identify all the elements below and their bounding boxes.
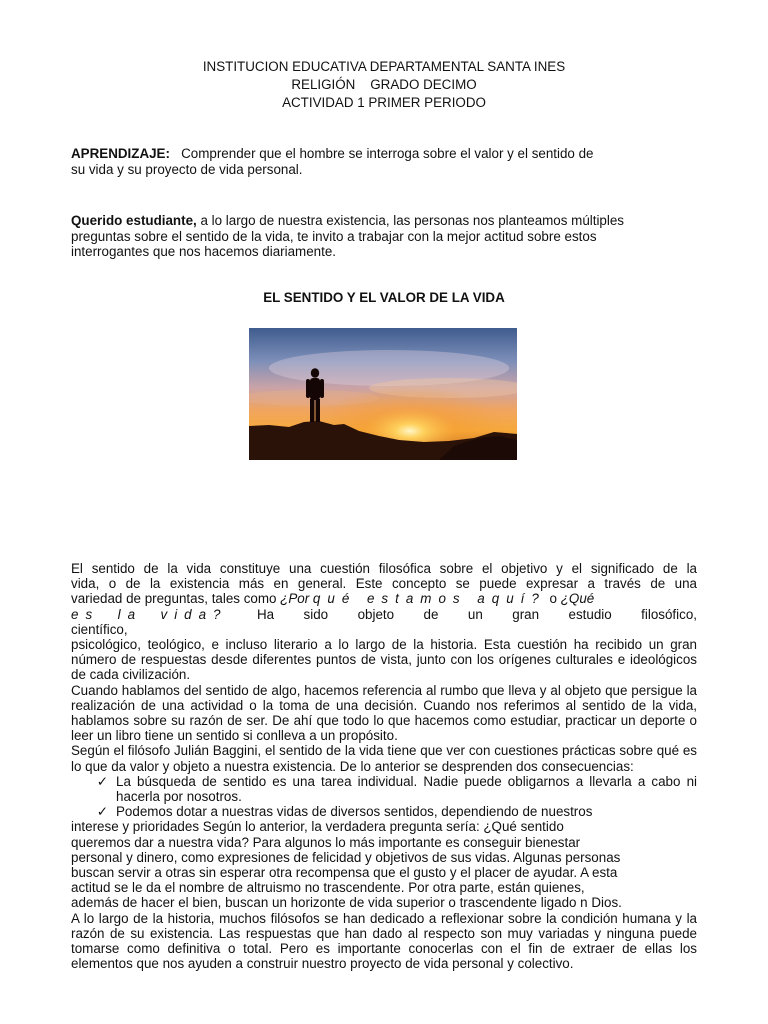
grade-label: GRADO DECIMO <box>370 77 477 92</box>
subject-grade <box>0 76 768 94</box>
p1-line4-text: Ha sido objeto de un gran estudio filosófico, científico, <box>71 606 697 637</box>
p3: Según el filósofo Julián Baggini, el sentido de la vida tiene que ver con cuestiones prácticas sobre qué es lo que da valor y objeto a nuestra existencia. De lo anterior se desprenden dos consecuencias: <box>71 743 697 774</box>
intro-text-1: a lo largo de nuestra existencia, las personas nos planteamos múltiples <box>196 213 625 228</box>
intro-greeting: Querido estudiante, <box>71 213 197 228</box>
learning-objective-text-1: Comprender que el hombre se interroga sobre el valor y el sentido de <box>181 146 594 161</box>
check-icon: ✓ <box>96 773 108 789</box>
institution-name: INSTITUCION EDUCATIVA DEPARTAMENTAL SANTA INES <box>202 59 566 74</box>
bullet-2: Podemos dotar a nuestras vidas de diversos sentidos, dependiendo de nuestros <box>116 804 593 820</box>
check-icon: ✓ <box>96 804 108 820</box>
learning-objective-label: APRENDIZAJE: <box>71 146 170 161</box>
p4-line6: además de hacer el bien, buscan un horizonte de vida superior o trascendente ligado n Dios. <box>71 895 622 911</box>
activity-title: ACTIVIDAD 1 PRIMER PERIODO <box>282 95 486 110</box>
intro-text-2: preguntas sobre el sentido de la vida, te invito a trabajar con la mejor actitud sobre estos <box>71 228 597 244</box>
p5: A lo largo de la historia, muchos filósofos se han dedicado a reflexionar sobre la condición humana y la razón de su existencia. Las respuestas que han dado al respecto son muy variadas y ninguna puede tomarse como definitiva o total. Pero es importante conocerlas con el fin de extraer de ellas los elementos que nos ayuden a construir nuestro proyecto de vida personal y colectivo. <box>71 910 697 972</box>
section-title: EL SENTIDO Y EL VALOR DE LA VIDA <box>263 290 505 305</box>
p1-rest: psicológico, teológico, e incluso literario a lo largo de la historia. Esta cuestión ha recibido un gran número de respuestas desde diferentes puntos de vista, junto con los orígenes culturales e ideológicos de cada civilización. <box>71 637 697 683</box>
p4-line5: actitud se le da el nombre de altruismo no trascendente. Por otra parte, están quienes, <box>71 880 585 896</box>
question-connector: o <box>545 591 561 607</box>
question2-end: es la vida? <box>71 606 228 622</box>
intro-text-3: interrogantes que nos hacemos diariamente. <box>71 244 336 259</box>
p1-line2: vida, o de la existencia más en general. Este concepto se puede expresar a través de una <box>71 576 697 592</box>
sunset-silhouette-image <box>249 328 517 460</box>
p4-line4: buscan servir a otras sin esperar otra recompensa que el gusto y el placer de ayudar. A esta <box>71 865 618 881</box>
document-header <box>0 58 768 112</box>
p1-line4 <box>71 607 697 637</box>
question2-start: ¿Qué <box>560 591 595 607</box>
p4-line2: queremos dar a nuestra vida? Para algunos lo más importante es conseguir bienestar <box>71 834 581 850</box>
list-item <box>71 804 697 819</box>
learning-objective-text-2: su vida y su proyecto de vida personal. <box>71 161 303 177</box>
bullet-1: La búsqueda de sentido es una tarea individual. Nadie puede obligarnos a llevarla a cabo ni hacerla por nosotros. <box>116 773 697 805</box>
p1-line3 <box>71 591 697 606</box>
list-item <box>71 774 697 804</box>
question1-end: qué estamos aquí? <box>312 591 546 607</box>
p4-line3: personal y dinero, como expresiones de felicidad y objetivos de sus vidas. Algunas personas <box>71 849 621 865</box>
question1-start: ¿Por <box>280 591 313 607</box>
p1-line3-text: variedad de preguntas, tales como <box>71 591 281 607</box>
learning-objective <box>71 146 699 177</box>
p4-line1: interese y prioridades Según lo anterior, la verdadera pregunta sería: ¿Qué sentido <box>71 819 564 835</box>
subject-label: RELIGIÓN <box>291 77 356 92</box>
p1-line1: El sentido de la vida constituye una cuestión filosófica sobre el objetivo y el significado de la <box>71 561 697 576</box>
intro-paragraph <box>71 213 699 260</box>
p2: Cuando hablamos del sentido de algo, hacemos referencia al rumbo que lleva y al objeto que persigue la realización de una actividad o la toma de una decisión. Cuando nos referimos al sentido de la vida, hablamos sobre su razón de ser. De ahí que todo lo que hacemos como estudiar, practicar un deporte o leer un libro tiene un sentido si conlleva a un propósito. <box>71 682 697 744</box>
body-text <box>71 561 697 971</box>
